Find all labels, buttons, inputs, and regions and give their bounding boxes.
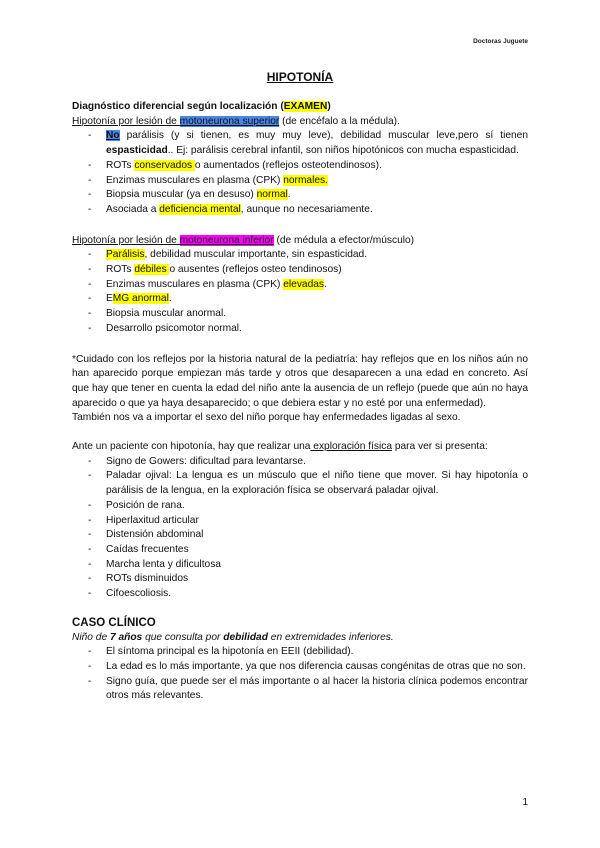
sex-note: También nos va a importar el sexo del niño porque hay enfermedades ligadas al sexo. xyxy=(72,412,461,424)
section2-subheading: Hipotonía por lesión de motoneurona inferior (de médula a efector/músculo) xyxy=(72,234,415,246)
spacer xyxy=(72,602,528,616)
list-item: - ROTs disminuidos xyxy=(72,572,528,587)
list-item: - Biopsia muscular anormal. xyxy=(72,307,528,322)
section1-list xyxy=(72,129,528,217)
exploration-list xyxy=(72,455,528,602)
list-item: - La edad es lo más importante, ya que nos diferencia causas congénitas de otras que no son. xyxy=(72,660,528,675)
caso-intro: Niño de 7 años que consulta por debilidad en extremidades inferiores. xyxy=(72,631,394,643)
list-item: - Parálisis, debilidad muscular importante, sin espasticidad. xyxy=(72,248,528,263)
exam-highlight: EXAMEN xyxy=(283,101,328,112)
list-item: - Caídas frecuentes xyxy=(72,543,528,558)
list-item: - Signo guía, que puede ser el más importante o al hacer la historia clínica podemos encontrar otros más relevantes. xyxy=(72,675,528,704)
page-number: 1 xyxy=(522,797,528,808)
caso-clinico-heading: CASO CLÍNICO xyxy=(72,616,156,629)
list-item: - Paladar ojival: La lengua es un músculo que el niño tiene que mover. Si hay hipotonía o parálisis de la lengua, en la exploración física se observará paladar ojival. xyxy=(72,469,528,498)
document-body xyxy=(72,100,528,704)
list-item: - Asociada a deficiencia mental, aunque no necesariamente. xyxy=(72,203,528,218)
section2-list xyxy=(72,248,528,336)
list-item: - ROTs débiles o ausentes (reflejos osteo tendinosos) xyxy=(72,263,528,278)
list-item: - Biopsia muscular (ya en desuso) normal. xyxy=(72,188,528,203)
list-item: - EMG anormal. xyxy=(72,292,528,307)
spacer xyxy=(72,218,528,234)
page-header-author: Doctoras Juguete xyxy=(473,38,528,45)
list-item: - El síntoma principal es la hipotonía en EEII (debilidad). xyxy=(72,645,528,660)
list-item: - Enzimas musculares en plasma (CPK) elevadas. xyxy=(72,278,528,293)
spacer xyxy=(72,337,528,353)
list-item: - Signo de Gowers: dificultad para levantarse. xyxy=(72,455,528,470)
list-item: - No parálisis (y si tienen, es muy muy leve), debilidad muscular leve,pero sí tienen espasticidad.. Ej: parálisis cerebral infantil, son niños hipotónicos con mucha espasticidad. xyxy=(72,129,528,158)
list-item: - Enzimas musculares en plasma (CPK) normales. xyxy=(72,174,528,189)
list-item: - Desarrollo psicomotor normal. xyxy=(72,322,528,337)
list-item: - ROTs conservados o aumentados (reflejos osteotendinosos). xyxy=(72,159,528,174)
section1-subheading: Hipotonía por lesión de motoneurona superior (de encéfalo a la médula). xyxy=(72,115,400,127)
reflex-note: *Cuidado con los reflejos por la historia natural de la pediatría: hay reflejos que en los niños aún no han aparecido porque empiezan más tarde y otros que desaparecen a una edad en concreto. Así que hay que tener en cuenta la edad del niño ante la ausencia de un reflejo (puede que aún no haya aparecido o que ya haya desaparecido; o que debiera estar y no esté por una enfermedad). xyxy=(72,353,528,409)
section1-heading: Diagnóstico diferencial según localización (EXAMEN) xyxy=(72,101,331,112)
list-item: - Posición de rana. xyxy=(72,499,528,514)
list-item: - Distensión abdominal xyxy=(72,528,528,543)
list-item: - Hiperlaxitud articular xyxy=(72,514,528,529)
spacer xyxy=(72,426,528,440)
exploration-intro: Ante un paciente con hipotonía, hay que realizar una exploración física para ver si presenta: xyxy=(72,441,488,453)
list-item: - Marcha lenta y dificultosa xyxy=(72,558,528,573)
caso-list xyxy=(72,645,528,704)
list-item: - Cifoescoliosis. xyxy=(72,587,528,602)
page-title: HIPOTONÍA xyxy=(266,70,334,84)
